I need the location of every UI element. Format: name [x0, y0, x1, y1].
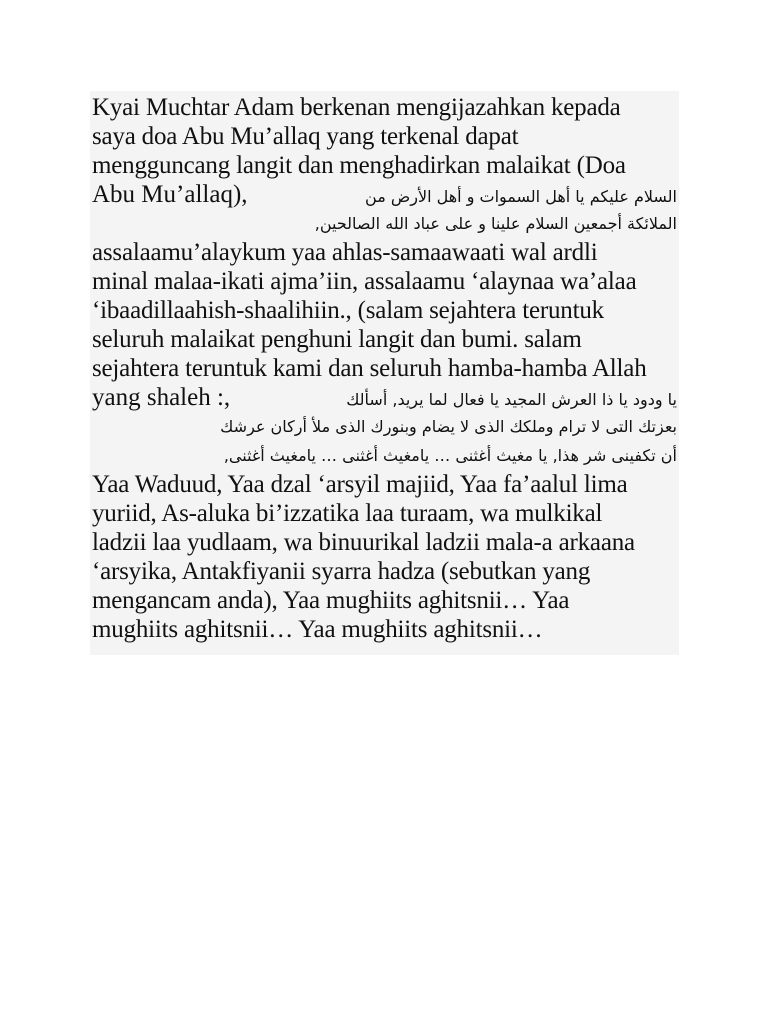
- text-line: mughiits aghitsnii… Yaa mughiits aghitsnii…: [92, 616, 543, 643]
- arabic-line: بعزتك التى لا ترام وملكك الذى لا يضام وبنورك الذى ملأ أركان عرشك: [220, 417, 677, 436]
- text-line: Abu Mu’allaq),: [92, 181, 248, 208]
- text-line: seluruh malaikat penghuni langit dan bumi. salam: [92, 326, 582, 353]
- text-line: mengancam anda), Yaa mughiits aghitsnii… Yaa: [92, 587, 570, 614]
- arabic-line: أن تكفينى شر هذا, يا مغيث أغثنى … يامغيث أغثنى … يامغيث أغثنى,: [223, 446, 677, 465]
- text-line: mengguncang langit dan menghadirkan malaikat (Doa: [92, 152, 626, 179]
- text-line: Yaa Waduud, Yaa dzal ‘arsyil majiid, Yaa fa’aalul lima: [92, 471, 628, 498]
- arabic-line: السلام عليكم يا أهل السموات و أهل الأرض من: [365, 187, 677, 206]
- text-line: ‘ibaadillaahish-shaalihiin., (salam sejahtera teruntuk: [92, 297, 604, 324]
- text-line: saya doa Abu Mu’allaq yang terkenal dapat: [92, 123, 519, 150]
- arabic-line: يا ودود يا ذا العرش المجيد يا فعال لما يريد, أسألك: [346, 390, 677, 409]
- arabic-line: الملائكة أجمعين السلام علينا و على عباد الله الصالحين,: [314, 214, 677, 233]
- text-line: ladzii laa yudlaam, wa binuurikal ladzii mala-a arkaana: [92, 529, 635, 556]
- text-line: minal malaa-ikati ajma’iin, assalaamu ‘alaynaa wa’alaa: [92, 268, 637, 295]
- text-line: Kyai Muchtar Adam berkenan mengijazahkan kepada: [92, 94, 621, 121]
- document-text-block: [90, 91, 679, 655]
- mixed-line: [92, 180, 677, 211]
- text-line: yang shaleh :,: [92, 384, 231, 411]
- mixed-line: [92, 383, 677, 414]
- text-line: assalaamu’alaykum yaa ahlas-samaawaati wal ardli: [92, 239, 598, 266]
- text-line: sejahtera teruntuk kami dan seluruh hamba-hamba Allah: [92, 355, 647, 382]
- text-line: yuriid, As-aluka bi’izzatika laa turaam, wa mulkikal: [92, 500, 603, 527]
- text-line: ‘arsyika, Antakfiyanii syarra hadza (sebutkan yang: [92, 558, 591, 585]
